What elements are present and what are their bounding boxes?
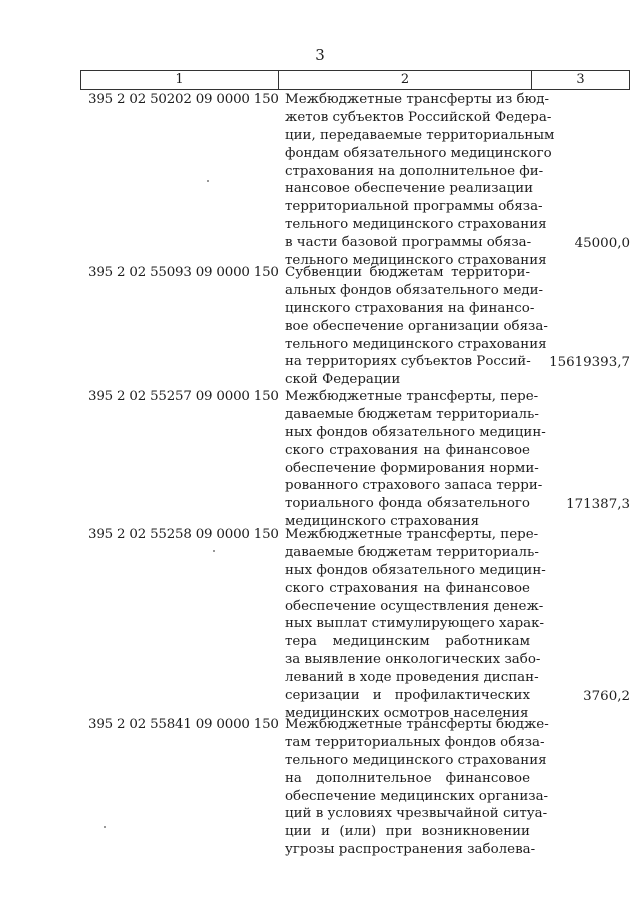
header-col-3: 3 [532,71,630,89]
description-line: тельного медицинского страхования [285,217,547,233]
description-line: ных выплат стимулирующего харак- [285,616,545,632]
budget-code: 395 2 02 55093 09 0000 150 [88,265,279,280]
description-line: цинского страхования на финансо- [285,300,535,316]
description-line: Межбюджетные трансферты из бюд- [285,92,549,107]
row-description [285,388,546,531]
description-line: страхования на дополнительное фи- [285,163,544,179]
description-line: даваемые бюджетам территориаль- [285,544,539,560]
description-line: медицинского страхования [285,514,480,530]
row-description [285,526,546,723]
description-line: в части базовой программы обяза- [285,235,532,251]
description-line: тельного медицинского страхования [285,752,547,768]
row-description [285,91,555,270]
row-amount: 3760,2 [583,689,630,704]
scan-speck [104,826,106,828]
description-line: серизации и профилактических [285,688,530,704]
description-line: жетов субъектов Российской Федера- [285,109,552,125]
page-number: 3 [315,46,325,64]
description-line: на территориях субъектов Россий- [285,354,531,370]
budget-code: 395 2 02 55258 09 0000 150 [88,527,279,542]
description-line: леваний в ходе проведения диспан- [285,670,539,686]
description-line: ций в условиях чрезвычайной ситуа- [285,806,548,822]
description-line: на дополнительное финансовое [285,770,530,786]
description-line: ных фондов обязательного медицин- [285,424,546,440]
description-line: обеспечение осуществления денеж- [285,598,544,614]
description-line: Субвенции бюджетам территори- [285,265,530,280]
description-line: территориальной программы обяза- [285,199,543,215]
row-description [285,264,548,389]
description-line: угрозы распространения заболева- [285,842,536,858]
description-line: за выявление онкологических забо- [285,652,541,668]
description-line: там территориальных фондов обяза- [285,734,545,750]
description-line: ского страхования на финансовое [285,580,530,596]
description-line: рованного страхового запаса терри- [285,478,543,494]
row-amount: 15619393,7 [549,355,630,371]
description-line: тера медицинским работникам [285,634,530,650]
description-line: альных фондов обязательного меди- [285,282,544,298]
description-line: ции и (или) при возникновении [285,824,530,840]
description-line: обеспечение медицинских организа- [285,788,549,804]
scan-speck [213,550,215,552]
budget-code: 395 2 02 55841 09 0000 150 [88,717,279,732]
description-line: тельного медицинского страхования [285,336,547,352]
description-line: фондам обязательного медицинского [285,145,552,161]
description-line: тельного медицинского страхования [285,253,547,269]
description-line: обеспечение формирования норми- [285,460,539,476]
description-line: ных фондов обязательного медицин- [285,562,546,578]
description-line: медицинских осмотров населения [285,705,529,721]
row-description [285,716,549,859]
description-line: вое обеспечение организации обяза- [285,318,548,334]
description-line: ториального фонда обязательного [285,496,530,512]
description-line: нансовое обеспечение реализации [285,181,534,197]
description-line: ской Федерации [285,372,401,388]
row-amount: 45000,0 [574,236,630,252]
scan-speck [207,180,209,182]
row-amount: 171387,3 [566,497,630,513]
description-line: даваемые бюджетам территориаль- [285,406,539,422]
budget-code: 395 2 02 55257 09 0000 150 [88,389,279,404]
description-line: Межбюджетные трансферты бюдже- [285,717,549,732]
header-col-1: 1 [80,71,278,89]
header-col-2: 2 [278,71,532,89]
budget-code: 395 2 02 50202 09 0000 150 [88,92,279,107]
description-line: ции, передаваемые территориальным [285,127,555,143]
description-line: ского страхования на финансовое [285,442,530,458]
table-header [80,70,630,90]
description-line: Межбюджетные трансферты, пере- [285,389,539,404]
description-line: Межбюджетные трансферты, пере- [285,527,539,542]
